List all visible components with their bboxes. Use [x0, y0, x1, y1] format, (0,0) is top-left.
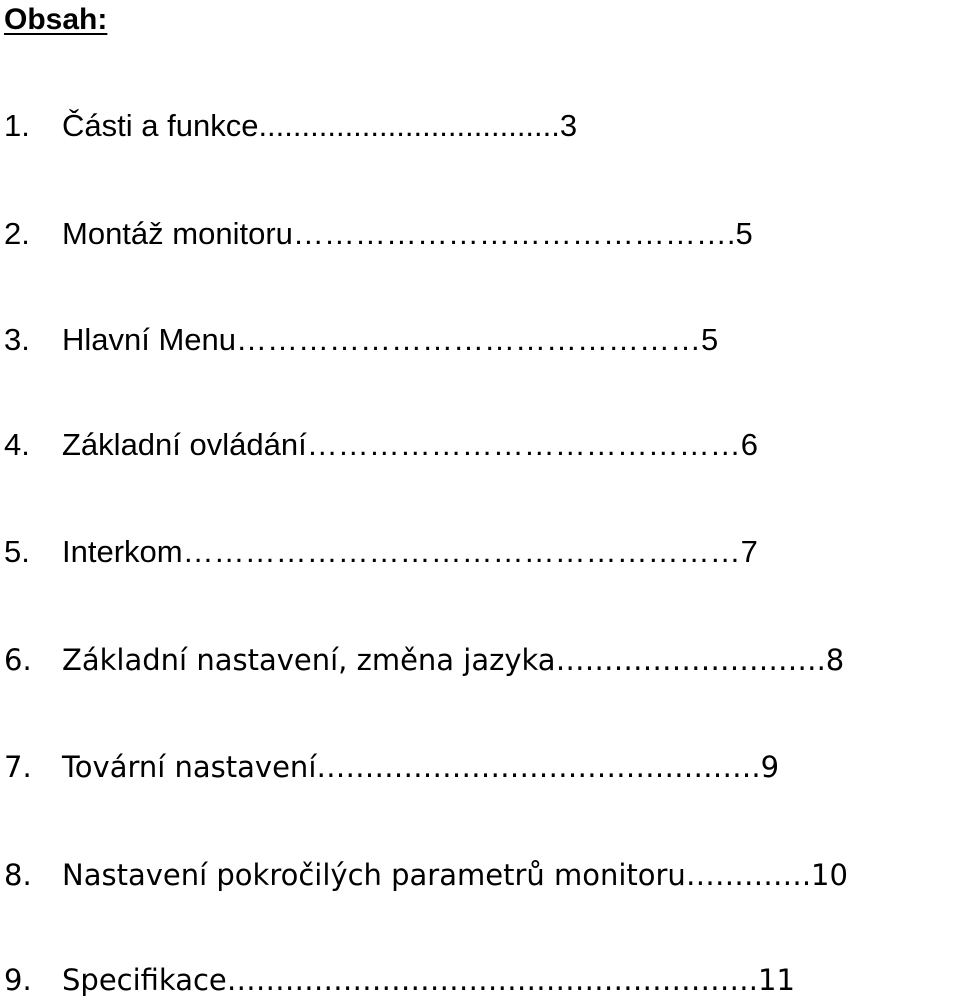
toc-heading: Obsah:	[4, 3, 108, 36]
toc-entry-6[interactable]	[4, 638, 844, 682]
toc-entry-title: Tovární nastavení	[62, 750, 317, 784]
toc-entry-number: 6.	[4, 643, 32, 677]
toc-entry-leader: ……………………………………	[306, 427, 741, 462]
toc-entry-page: 5	[701, 322, 719, 357]
toc-entry-leader: ……………………………………….	[316, 750, 761, 784]
toc-entry-7[interactable]	[4, 745, 779, 789]
toc-entry-number: 3.	[4, 322, 30, 357]
toc-entry-leader: …………………………………….	[292, 216, 736, 251]
toc-entry-leader: ……………………….	[555, 643, 826, 677]
toc-entry-5[interactable]	[4, 530, 758, 574]
toc-entry-title: Základní nastavení, změna jazyka	[62, 643, 556, 677]
toc-entry-page: 11	[758, 963, 795, 997]
toc-entry-leader: ………………………………………………	[182, 534, 741, 569]
toc-entry-title: Základní ovládání	[62, 427, 307, 462]
toc-entry-4[interactable]	[4, 423, 758, 467]
toc-entry-title: Montáž monitoru	[62, 216, 293, 251]
toc-entry-title: Části a funkce	[62, 108, 259, 143]
toc-entry-page: 8	[825, 643, 845, 677]
toc-entry-leader: ………………………………………	[236, 322, 702, 357]
toc-entry-page: ..3	[542, 108, 578, 143]
toc-entry-title: Nastavení pokročilých parametrů monitoru	[62, 858, 686, 892]
toc-entry-number: 2.	[4, 216, 30, 251]
toc-entry-8[interactable]	[4, 853, 848, 897]
toc-entry-title: Hlavní Menu	[62, 322, 237, 357]
toc-entry-number: 5.	[4, 534, 30, 569]
toc-entry-number: 9.	[4, 963, 32, 997]
toc-entry-1[interactable]	[4, 104, 577, 148]
toc-entry-title: Interkom	[62, 534, 183, 569]
toc-entry-leader: ………….	[685, 858, 812, 892]
toc-entry-title: Specifikace	[62, 963, 227, 997]
toc-entry-leader: .................................	[258, 108, 543, 143]
toc-entry-leader: ……………………………………………….	[226, 963, 758, 997]
toc-entry-3[interactable]	[4, 318, 718, 362]
toc-entry-number: 7.	[4, 750, 32, 784]
toc-entry-number: 8.	[4, 858, 32, 892]
toc-entry-number: 1.	[4, 108, 30, 143]
toc-entry-page: 7	[740, 534, 758, 569]
toc-entry-number: 4.	[4, 427, 30, 462]
toc-entry-page: 5	[735, 216, 753, 251]
toc-entry-2[interactable]	[4, 212, 753, 256]
toc-entry-page: 9	[760, 750, 780, 784]
toc-entry-page: 6	[740, 427, 758, 462]
toc-entry-page: 10	[811, 858, 848, 892]
toc-entry-9[interactable]	[4, 958, 795, 1002]
